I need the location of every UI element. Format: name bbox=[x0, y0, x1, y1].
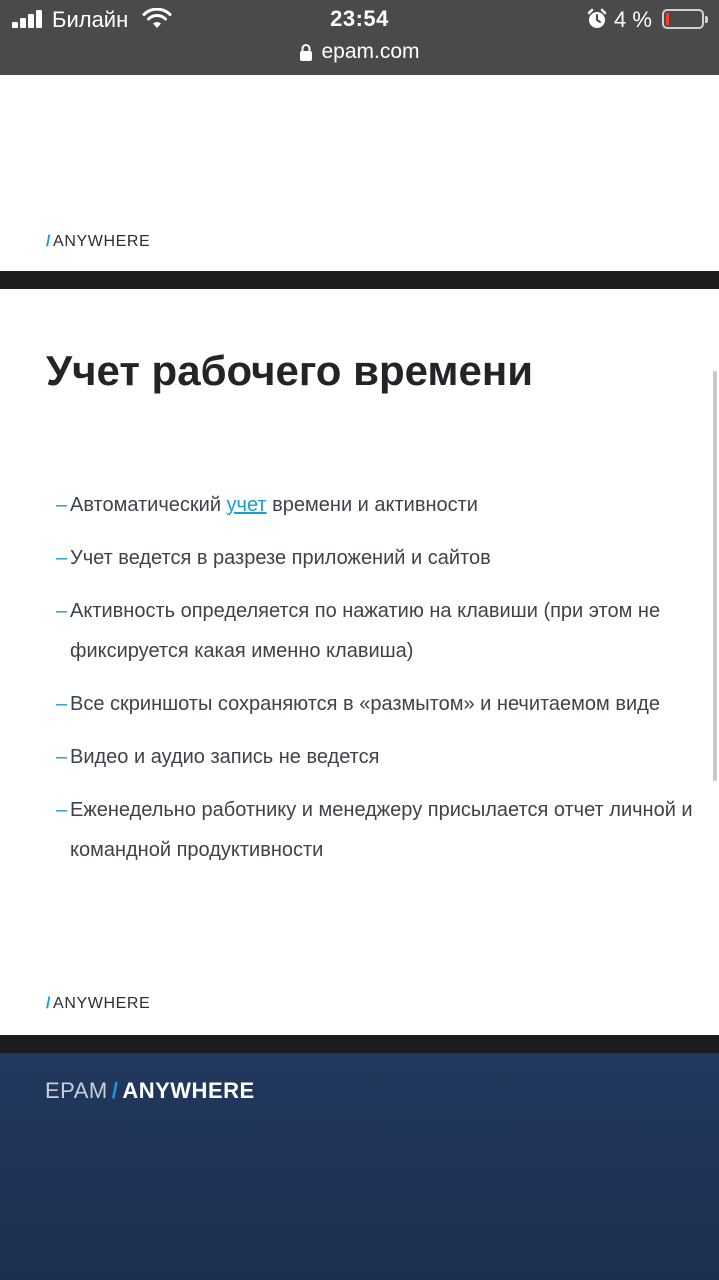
browser-top-bar bbox=[0, 0, 719, 75]
epam-anywhere-logo: EPAM / ANYWHERE bbox=[45, 1078, 255, 1103]
alarm-icon bbox=[586, 8, 608, 30]
slide-time-tracking bbox=[0, 289, 719, 1035]
lock-icon bbox=[299, 43, 313, 61]
list-item: – Активность определяется по нажатию на клавиши (при этом не фиксируется какая именно клавиша) bbox=[56, 591, 706, 671]
battery-level bbox=[666, 13, 669, 25]
bullet-list bbox=[56, 485, 706, 883]
uchet-link[interactable]: учет bbox=[226, 494, 267, 516]
list-item: – Учет ведется в разрезе приложений и сайтов bbox=[56, 538, 706, 578]
slide-brand: / ANYWHERE bbox=[46, 233, 151, 250]
battery-icon bbox=[662, 9, 704, 29]
list-item: – Видео и аудио запись не ведется bbox=[56, 737, 706, 777]
list-item: – Автоматический учет времени и активности bbox=[56, 485, 706, 525]
url-bar[interactable] bbox=[0, 38, 719, 68]
scrollbar[interactable] bbox=[713, 371, 717, 781]
list-item: – Еженедельно работнику и менеджеру присылается отчет личной и командной продуктивности bbox=[56, 790, 706, 870]
slide-title: Учет рабочего времени bbox=[46, 347, 534, 394]
slide-previous bbox=[0, 75, 719, 271]
battery-percent: 4 % bbox=[614, 7, 652, 32]
clock: 23:54 bbox=[330, 6, 389, 31]
url-domain[interactable]: epam.com bbox=[321, 40, 420, 63]
list-item: – Все скриншоты сохраняются в «размытом» и нечитаемом виде bbox=[56, 684, 706, 724]
slide-next bbox=[0, 1053, 719, 1280]
status-bar bbox=[0, 0, 719, 38]
slide-brand: / ANYWHERE bbox=[46, 995, 151, 1012]
carrier-name: Билайн bbox=[52, 7, 129, 32]
